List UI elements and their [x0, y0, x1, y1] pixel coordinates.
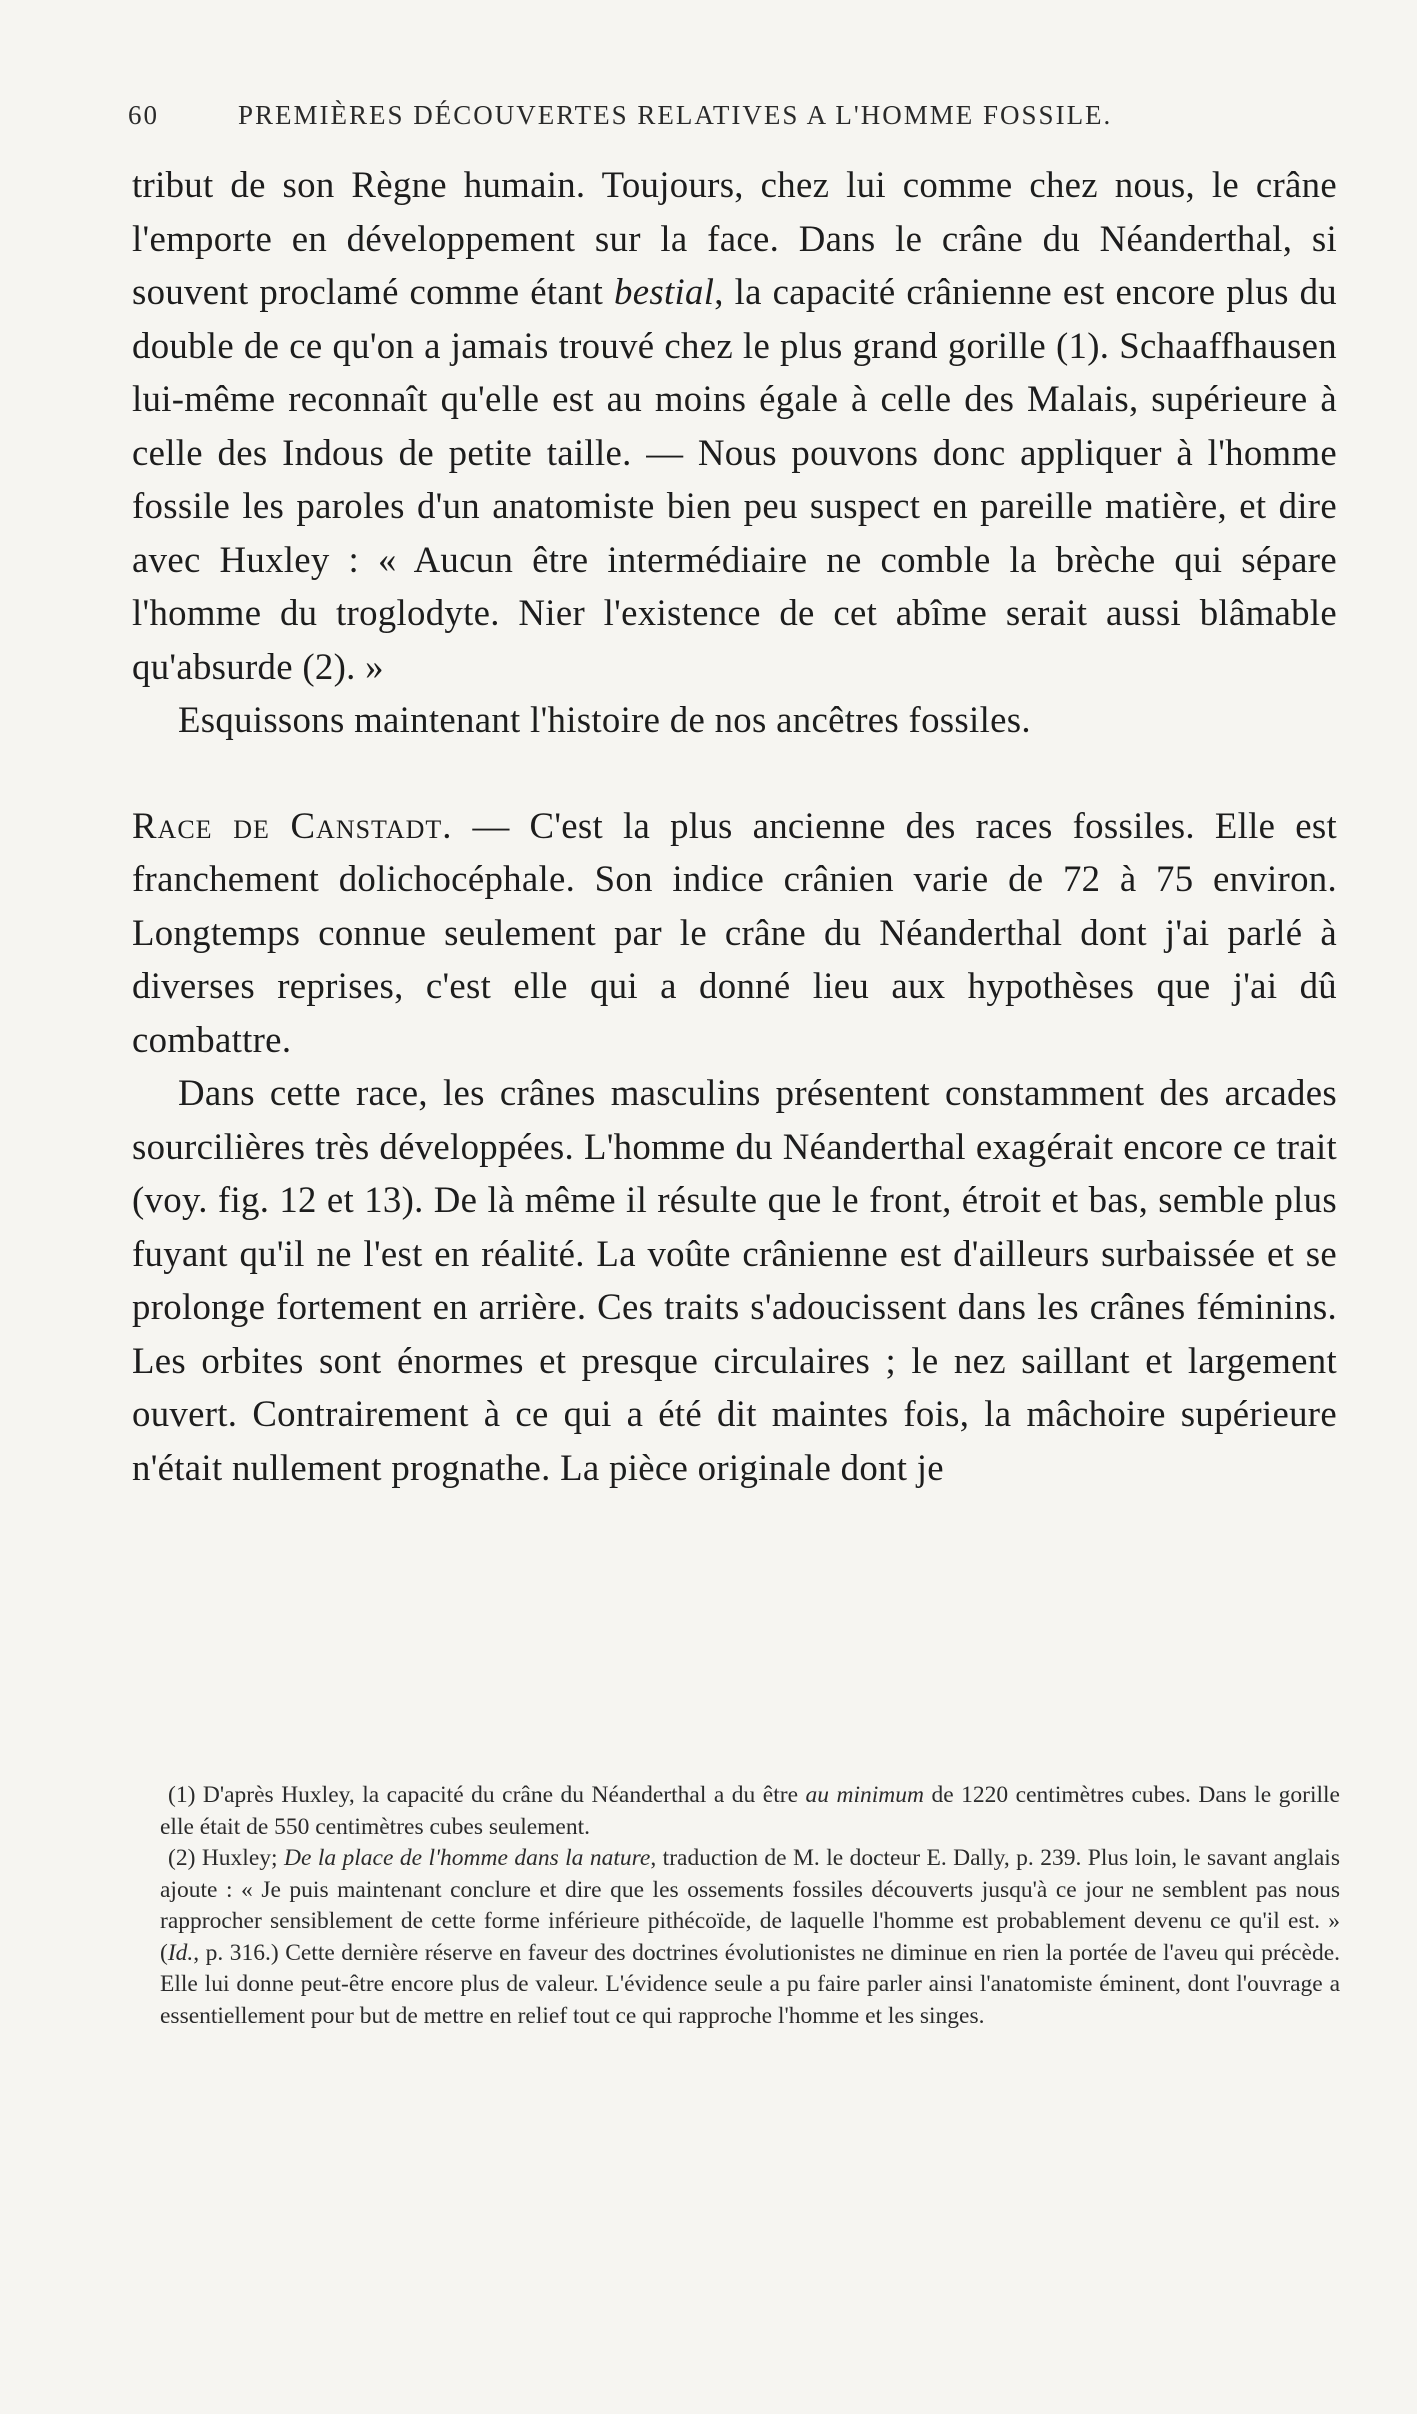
footnote-2-ibid: Id.	[167, 1939, 194, 1966]
paragraph-1-text-a: tribut de son Règne humain. Toujours, chez lui comme chez nous, le crâne l'emporte en développement sur la face. Dans le crâne du Néanderthal, si souvent proclamé comme étant	[132, 164, 1337, 312]
footnote-2	[160, 1843, 1340, 2032]
footnote-1-emphasis: au minimum	[805, 1782, 924, 1808]
running-title: PREMIÈRES DÉCOUVERTES RELATIVES A L'HOMME FOSSILE.	[238, 100, 1113, 130]
paragraph-4: Dans cette race, les crânes masculins présentent constamment des arcades sourcilières très développées. L'homme du Néanderthal exagérait encore ce trait (voy. fig. 12 et 13). De là même il résulte que le front, étroit et bas, semble plus fuyant qu'il ne l'est en réalité. La voûte crânienne est d'ailleurs surbaissée et se prolonge fortement en arrière. Ces traits s'adoucissent dans les crânes féminins. Les orbites sont énormes et presque circulaires ; le nez saillant et largement ouvert. Contrairement à ce qui a été dit maintes fois, la mâchoire supérieure n'était nullement prognathe. La pièce originale dont je	[132, 1072, 1337, 1488]
footnote-1	[160, 1780, 1340, 1843]
paragraph-1-text-b: , la capacité crânienne est encore plus du double de ce qu'on a jamais trouvé chez le plus grand gorille (1). Schaaffhausen lui-même reconnaît qu'elle est au moins égale à celle des Malais, supérieure à celle des Indous de petite taille. — Nous pouvons donc appliquer à l'homme fossile les paroles d'un anatomiste bien peu suspect en pareille matière, et dire avec Huxley : « Aucun être intermédiaire ne comble la brèche qui sépare l'homme du troglodyte. Nier l'existence de cet abîme serait aussi blâmable qu'absurde (2). »	[132, 271, 1337, 687]
paragraph-2: Esquissons maintenant l'histoire de nos ancêtres fossiles.	[178, 699, 1031, 740]
running-header	[128, 100, 1338, 131]
paragraph-3	[132, 799, 1337, 1067]
page-number: 60	[128, 100, 159, 130]
main-text	[132, 158, 1337, 1494]
footnote-1-text-b: de 1220 centimètres cubes. Dans le gorille elle était de 550 centimètres cubes seulement.	[160, 1782, 1340, 1840]
footnote-1-text-a: (1) D'après Huxley, la capacité du crâne du Néanderthal a du être	[168, 1782, 806, 1808]
footnote-2-book-title: De la place de l'homme dans la nature	[283, 1845, 651, 1871]
emphasis-bestial: bestial	[614, 271, 715, 312]
footnote-2-text-c: , p. 316.) Cette dernière réserve en faveur des doctrines évolutionistes ne diminue en rien la portée de l'aveu qui précède. Elle lui donne peut-être encore plus de valeur. L'évidence seule a pu faire parler ainsi l'anatomiste éminent, dont l'ouvrage a essentiellement pour but de mettre en relief tout ce qui rapproche l'homme et les singes.	[160, 1939, 1340, 2029]
paragraph-3-text: — C'est la plus ancienne des races fossiles. Elle est franchement dolichocéphale. Son indice crânien varie de 72 à 75 environ. Longtemps connue seulement par le crâne du Néanderthal dont j'ai parlé à diverses reprises, c'est elle qui a donné lieu aux hypothèses que j'ai dû combattre.	[132, 804, 1338, 1060]
footnotes	[160, 1780, 1340, 2032]
section-heading-race-de-canstadt: Race de Canstadt.	[132, 804, 453, 846]
footnote-2-text-b: , traduction de M. le docteur E. Dally, p. 239. Plus loin, le savant anglais ajoute : « Je puis maintenant conclure et dire que les ossements fossiles découverts jusqu'à ce jour ne semblent pas nous rapprocher sensiblement de cette forme inférieure pithécoïde, de laquelle l'homme est probablement devenu ce qu'il est. » (	[160, 1845, 1340, 1966]
footnote-2-text-a: (2) Huxley;	[168, 1845, 284, 1871]
paragraph-1	[132, 158, 1337, 693]
